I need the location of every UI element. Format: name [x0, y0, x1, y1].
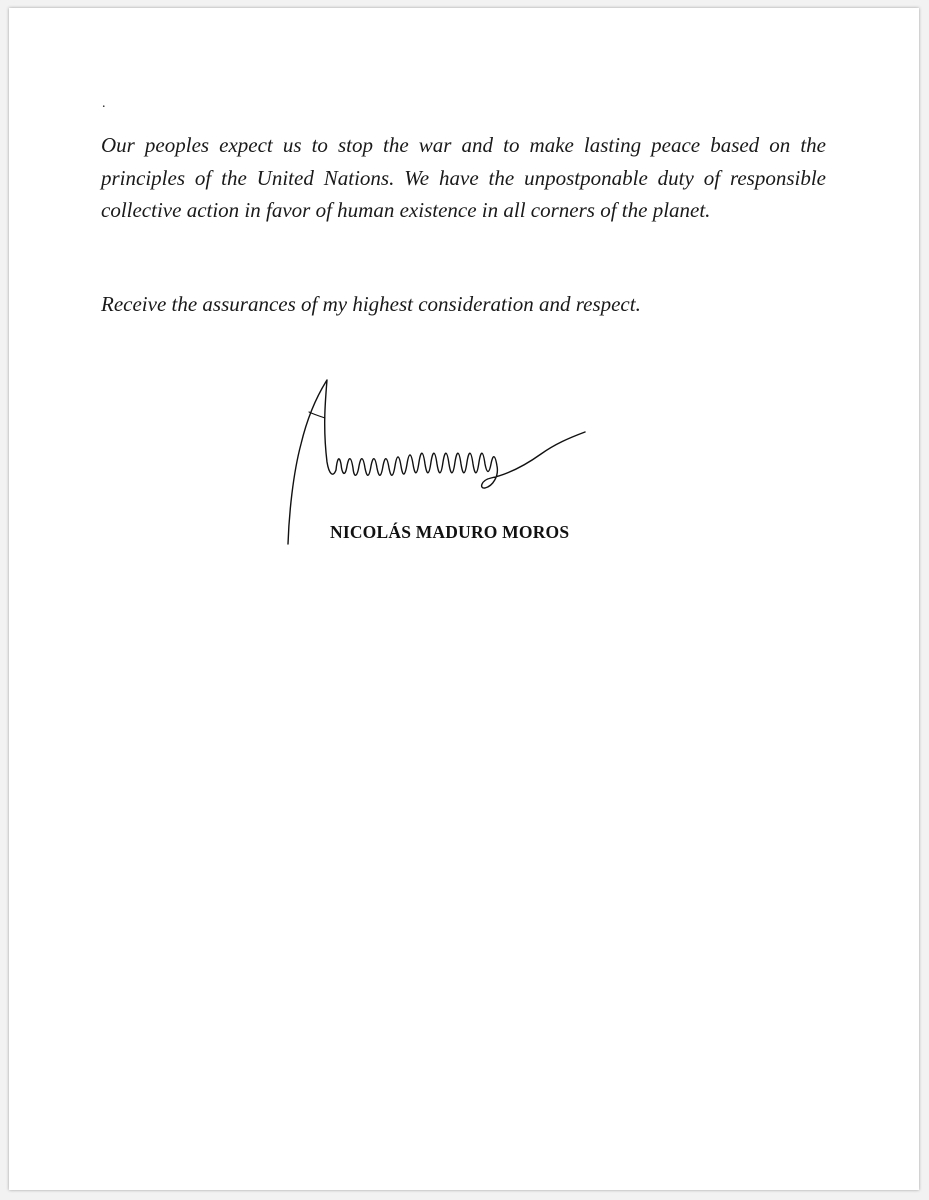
body-paragraph: Our peoples expect us to stop the war and to make lasting peace based on the principles of the United Nations. We have the unpostponable duty of responsible collective action in favor of human existence in all corners of the planet. [101, 133, 826, 222]
letter-page [9, 8, 919, 1190]
signatory-name: NICOLÁS MADURO MOROS [330, 522, 570, 542]
closing-paragraph: Receive the assurances of my highest consideration and respect. [101, 292, 641, 316]
leading-mark: . [102, 96, 106, 111]
